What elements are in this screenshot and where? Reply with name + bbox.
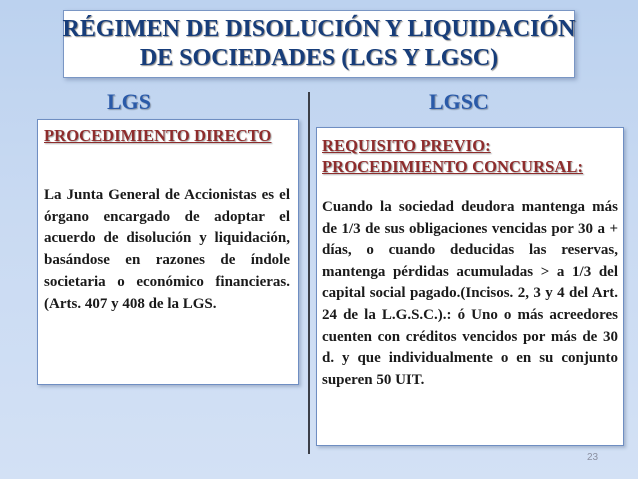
- lgsc-content: [322, 135, 618, 391]
- lgs-content: [44, 125, 290, 315]
- lgsc-content-box: [316, 127, 624, 446]
- lgs-box-heading: PROCEDIMIENTO DIRECTO: [44, 126, 272, 145]
- lgsc-box-body: Cuando la sociedad deudora mantenga más de 1/3 de sus obligaciones vencidas por 30 a + días, o cuando deducidas las reservas, mantenga pérdidas acumuladas > a 1/3 del capital social pagado.(Incisos. 2, 3 y 4 del Art. 24 de la L.G.S.C.).: ó Uno o más acreedores cuenten con créditos vencidos por más de 30 d. y que individualmente o en su conjunto superen 50 UIT.: [322, 199, 618, 388]
- title-line-1: RÉGIMEN DE DISOLUCIÓN Y LIQUIDACIÓN: [62, 16, 576, 42]
- lgs-box-body: La Junta General de Accionistas es el órgano encargado de adoptar el acuerdo de disolución y liquidación, basándose en razones de índole societaria o económico financieras. (Arts. 407 y 408 de la LGS.: [44, 187, 290, 312]
- lgsc-box-heading-2: PROCEDIMIENTO CONCURSAL:: [322, 157, 584, 176]
- slide-number: 23: [587, 452, 599, 463]
- lgsc-column-heading: LGSC: [429, 89, 489, 114]
- lgsc-box-heading-1: REQUISITO PREVIO:: [322, 136, 491, 155]
- column-divider: [308, 92, 310, 454]
- title-line-2: DE SOCIEDADES (LGS Y LGSC): [139, 45, 499, 71]
- title-box: [63, 10, 575, 78]
- lgs-column-heading: LGS: [107, 89, 152, 114]
- lgs-content-box: [37, 119, 299, 385]
